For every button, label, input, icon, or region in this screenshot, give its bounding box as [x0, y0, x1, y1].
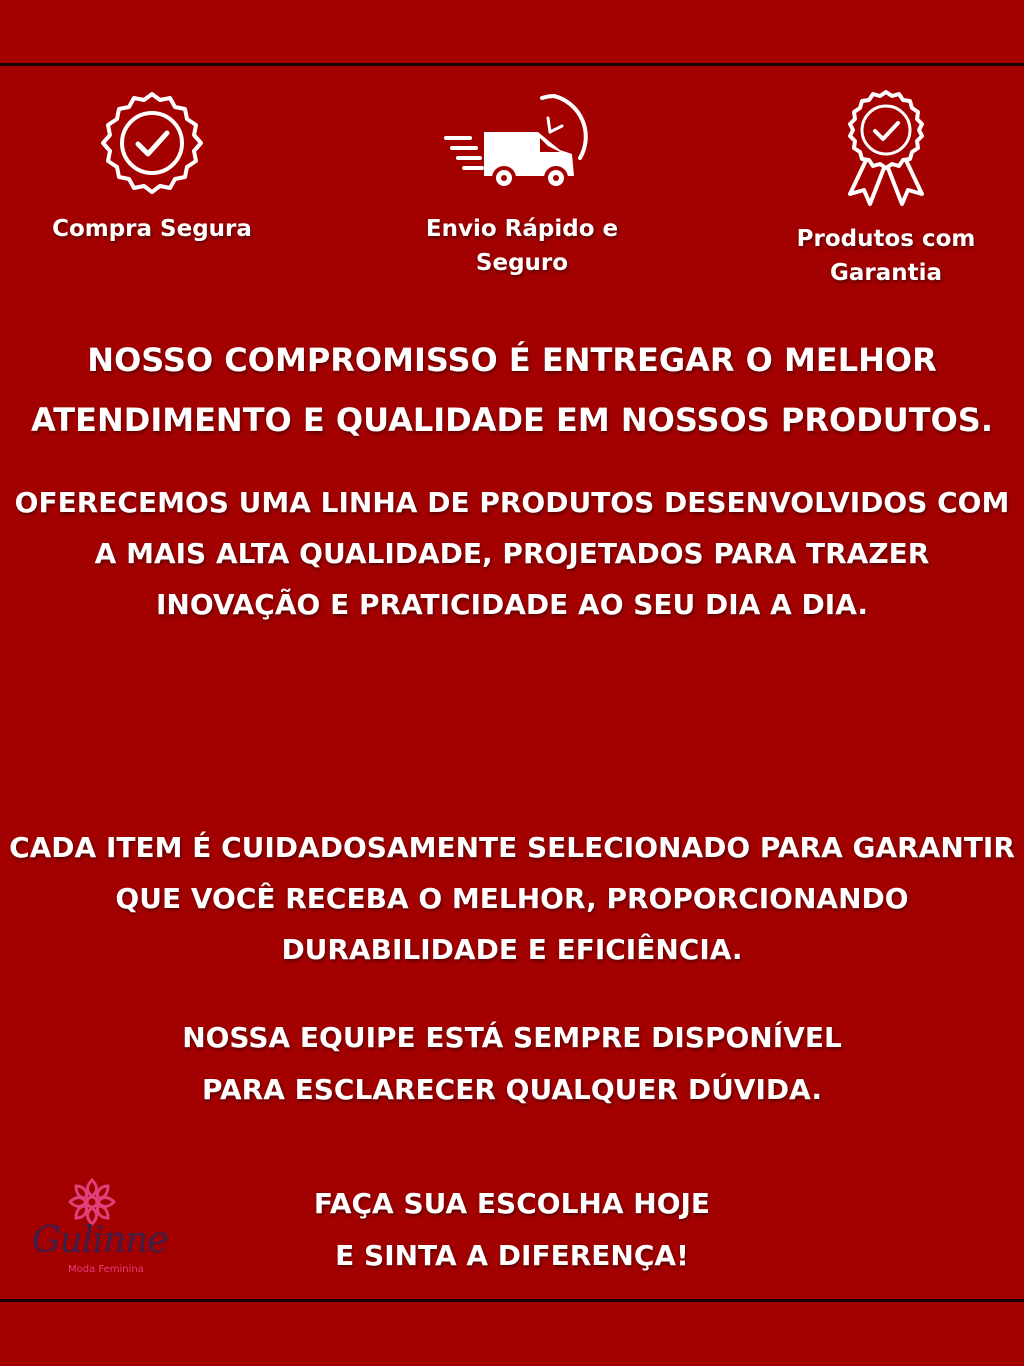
logo-name: Gulinne	[32, 1220, 168, 1261]
feature-label: Envio Rápido e Seguro	[425, 216, 619, 276]
offer-text: OFERECEMOS UMA LINHA DE PRODUTOS DESENVOLVIDOS COM A MAIS ALTA QUALIDADE, PROJETADOS PARA TRAZER INOVAÇÃO E PRATICIDADE AO SEU DIA A DIA.	[14, 486, 1010, 621]
top-divider	[0, 63, 1024, 66]
feature-secure-purchase	[2, 88, 302, 246]
selection-text: CADA ITEM É CUIDADOSAMENTE SELECIONADO PARA GARANTIR QUE VOCÊ RECEBA O MELHOR, PROPORCIONANDO DURABILIDADE E EFICIÊNCIA.	[9, 831, 1015, 966]
fast-delivery-truck-icon	[442, 88, 602, 198]
feature-label: Produtos com Garantia	[796, 226, 976, 286]
cta-text: FAÇA SUA ESCOLHA HOJE E SINTA A DIFERENÇA!	[313, 1187, 711, 1272]
logo-tagline: Moda Feminina	[68, 1264, 144, 1275]
feature-label: Compra Segura	[52, 216, 252, 242]
award-ribbon-icon	[836, 88, 936, 208]
commitment-heading: NOSSO COMPROMISSO É ENTREGAR O MELHOR ATENDIMENTO E QUALIDADE EM NOSSOS PRODUTOS.	[31, 341, 993, 439]
brand-logo	[32, 1176, 168, 1280]
bottom-divider	[0, 1299, 1024, 1302]
check-badge-icon	[97, 88, 207, 198]
feature-row	[0, 88, 1024, 298]
team-text: NOSSA EQUIPE ESTÁ SEMPRE DISPONÍVEL PARA ESCLARECER QUALQUER DÚVIDA.	[182, 1021, 842, 1106]
feature-warranty	[736, 88, 1024, 290]
feature-fast-shipping	[372, 88, 672, 280]
